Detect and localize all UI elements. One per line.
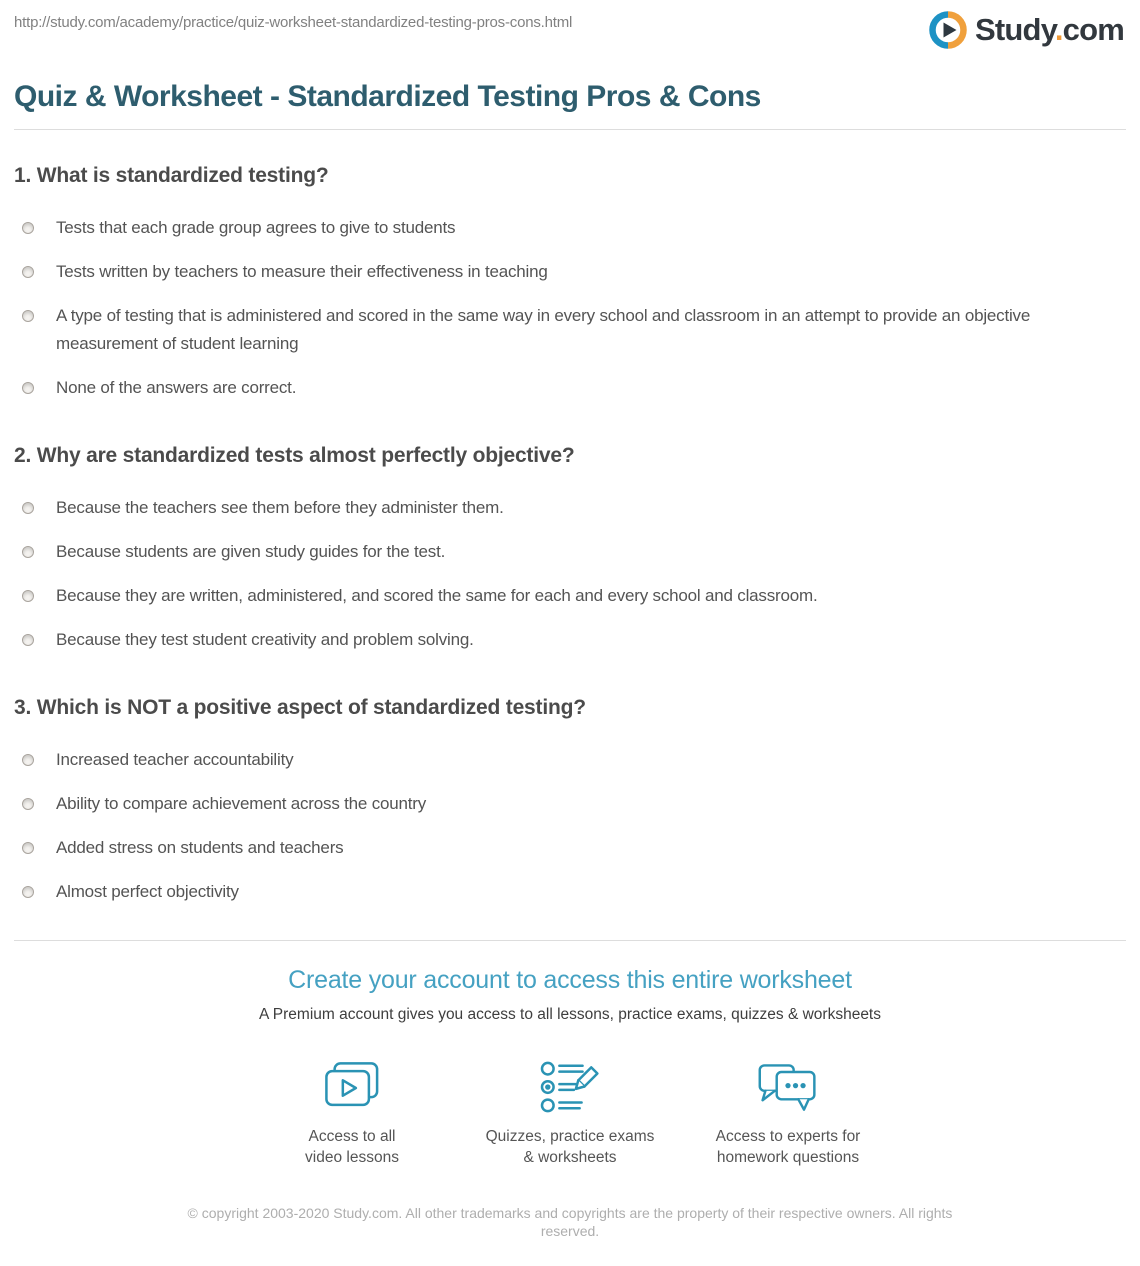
cta-section <box>0 941 1140 1168</box>
page-url: http://study.com/academy/practice/quiz-worksheet-standardized-testing-pros-cons.html <box>14 14 573 31</box>
radio-button[interactable] <box>22 222 34 234</box>
cta-heading: Create your account to access this entire worksheet <box>288 966 852 994</box>
feature-label: Access to experts for homework questions <box>715 1128 861 1166</box>
radio-button[interactable] <box>22 754 34 766</box>
studycom-logo[interactable] <box>928 10 1124 50</box>
answer-option[interactable] <box>22 374 1126 402</box>
answer-option-label: Tests that each grade group agrees to give to students <box>56 218 456 237</box>
play-circle-icon <box>928 10 968 50</box>
answer-option-label: Because they test student creativity and problem solving. <box>56 630 474 649</box>
feature-label: Quizzes, practice exams & worksheets <box>485 1128 655 1166</box>
video-lessons-icon <box>243 1060 461 1116</box>
question-heading: 1. What is standardized testing? <box>14 164 329 187</box>
logo-wordmark: Study.com <box>975 12 1124 47</box>
radio-button[interactable] <box>22 310 34 322</box>
copyright-footer: © copyright 2003-2020 Study.com. All other trademarks and copyrights are the property of their respective owners. All rights reserved. <box>187 1205 953 1239</box>
answer-option-label: Because the teachers see them before they administer them. <box>56 498 504 517</box>
radio-button[interactable] <box>22 546 34 558</box>
question-2 <box>14 444 1126 654</box>
answer-option-label: Almost perfect objectivity <box>56 882 239 901</box>
radio-button[interactable] <box>22 382 34 394</box>
answer-option[interactable] <box>22 746 1126 774</box>
answer-option[interactable] <box>22 878 1126 906</box>
experts-chat-icon <box>679 1060 897 1116</box>
question-heading: 2. Why are standardized tests almost perfectly objective? <box>14 444 575 467</box>
answer-option-label: Ability to compare achievement across the country <box>56 794 427 813</box>
question-1 <box>14 164 1126 402</box>
answer-option-label: Because students are given study guides for the test. <box>56 542 446 561</box>
feature-label: Access to all video lessons <box>305 1128 399 1166</box>
answer-option[interactable] <box>22 258 1126 286</box>
question-3 <box>14 696 1126 906</box>
title-divider <box>14 129 1126 130</box>
answer-option-label: None of the answers are correct. <box>56 378 297 397</box>
feature-quizzes-worksheets <box>461 1060 679 1168</box>
radio-button[interactable] <box>22 634 34 646</box>
quiz-body <box>0 164 1140 906</box>
radio-button[interactable] <box>22 590 34 602</box>
answer-option[interactable] <box>22 790 1126 818</box>
question-heading: 3. Which is NOT a positive aspect of standardized testing? <box>14 696 586 719</box>
answer-option[interactable] <box>22 302 1126 358</box>
radio-button[interactable] <box>22 842 34 854</box>
answer-option-label: A type of testing that is administered and scored in the same way in every school and classroom in an attempt to provide an objective measurement of student learning <box>56 306 1031 353</box>
radio-button[interactable] <box>22 502 34 514</box>
feature-experts-chat <box>679 1060 897 1168</box>
quizzes-worksheets-icon <box>461 1060 679 1116</box>
radio-button[interactable] <box>22 798 34 810</box>
answer-option[interactable] <box>22 834 1126 862</box>
radio-button[interactable] <box>22 266 34 278</box>
answer-option[interactable] <box>22 214 1126 242</box>
answer-option-label: Added stress on students and teachers <box>56 838 344 857</box>
feature-video-lessons <box>243 1060 461 1168</box>
page-title: Quiz & Worksheet - Standardized Testing Pros & Cons <box>14 80 761 113</box>
page-header <box>0 0 1140 50</box>
features-row <box>0 1060 1140 1168</box>
answer-option-label: Increased teacher accountability <box>56 750 294 769</box>
answer-option-label: Tests written by teachers to measure their effectiveness in teaching <box>56 262 548 281</box>
radio-button[interactable] <box>22 886 34 898</box>
answer-option[interactable] <box>22 626 1126 654</box>
answer-option[interactable] <box>22 582 1126 610</box>
answer-option[interactable] <box>22 494 1126 522</box>
answer-option-label: Because they are written, administered, and scored the same for each and every school and classroom. <box>56 586 818 605</box>
cta-subheading: A Premium account gives you access to all lessons, practice exams, quizzes & worksheets <box>259 1006 881 1023</box>
answer-option[interactable] <box>22 538 1126 566</box>
